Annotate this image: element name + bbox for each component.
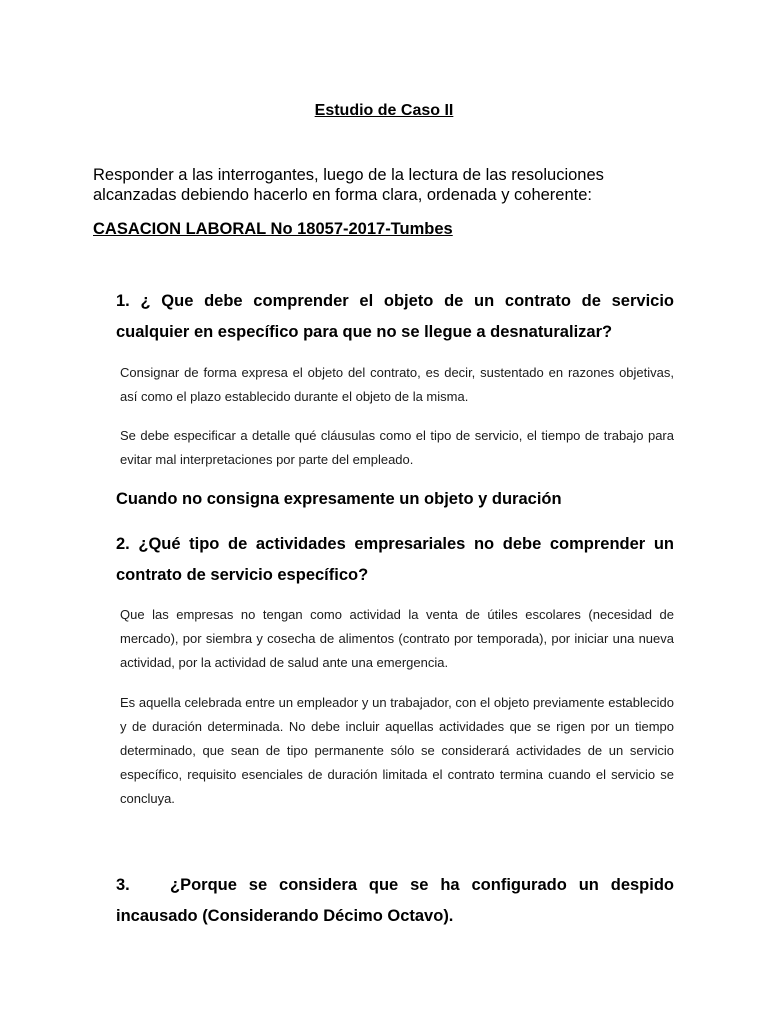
question-3-number: 3. — [116, 876, 130, 894]
question-2: 2. ¿Qué tipo de actividades empresariales no debe comprender un contrato de servicio específico? — [116, 535, 674, 584]
answer-2-paragraph-1: Que las empresas no tengan como actividad la venta de útiles escolares (necesidad de mercado), por siembra y cosecha de alimentos (contrato por temporada), por iniciar una nueva actividad, por la actividad de salud ante una emergencia. — [120, 607, 674, 670]
instructions-paragraph: Responder a las interrogantes, luego de la lectura de las resoluciones alcanzadas debiendo hacerlo en forma clara, ordenada y coherente: — [93, 166, 604, 204]
document-title: Estudio de Caso II — [314, 102, 454, 119]
question-1: 1. ¿ Que debe comprender el objeto de un contrato de servicio cualquier en específico para que no se llegue a desnaturalizar? — [116, 292, 674, 341]
question-3-text: ¿Porque se considera que se ha configurado un despido incausado (Considerando Décimo Octavo). — [116, 876, 674, 925]
answer-2-paragraph-2: Es aquella celebrada entre un empleador y un trabajador, con el objeto previamente establecido y de duración determinada. No debe incluir aquellas actividades que se rigen por un tiempo determinado, que sean de tipo permanente sólo se considerará actividades de un servicio específico, requisito esenciales de duración limitada el contrato termina cuando el servicio se concluya. — [120, 695, 674, 806]
answer-1-paragraph-1: Consignar de forma expresa el objeto del contrato, es decir, sustentado en razones objetivas, así como el plazo establecido durante el objeto de la misma. — [120, 365, 674, 404]
case-heading: CASACION LABORAL No 18057-2017-Tumbes — [93, 220, 453, 238]
question-1-note: Cuando no consigna expresamente un objeto y duración — [116, 490, 562, 508]
answer-1-paragraph-2: Se debe especificar a detalle qué cláusulas como el tipo de servicio, el tiempo de trabajo para evitar mal interpretaciones por parte del empleado. — [120, 428, 674, 467]
question-3 — [116, 870, 674, 932]
